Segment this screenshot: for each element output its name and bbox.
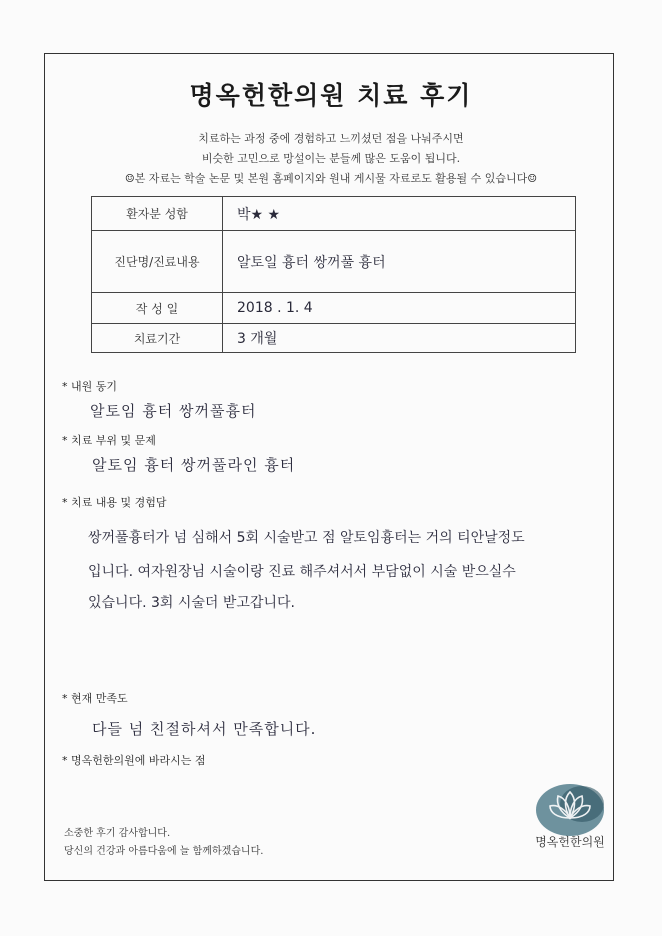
satisfaction-heading: * 현재 만족도 xyxy=(62,692,128,705)
experience-line-1: 쌍꺼풀흉터가 넘 심해서 5회 시술받고 점 알토임흉터는 거의 티안날정도 xyxy=(88,530,525,546)
clinic-logo-text: 명옥헌한의원 xyxy=(535,835,605,849)
table-row xyxy=(92,293,576,324)
patient-name-value: 박★ ★ xyxy=(223,197,576,231)
treatment-period-label: 치료기간 xyxy=(92,324,223,353)
satisfaction-answer: 다들 넘 친절하셔서 만족합니다. xyxy=(92,720,317,738)
wish-heading: * 명옥헌한의원에 바라시는 점 xyxy=(62,754,206,767)
patient-name-label: 환자분 성함 xyxy=(92,197,223,231)
footer-line-2: 당신의 건강과 아름다움에 늘 함께하겠습니다. xyxy=(64,846,264,857)
motive-answer: 알토임 흉터 쌍꺼풀흉터 xyxy=(90,402,257,420)
diagnosis-label: 진단명/진료내용 xyxy=(92,231,223,293)
page-title: 명옥헌한의원 치료 후기 xyxy=(189,81,473,110)
experience-line-3: 있습니다. 3회 시술더 받고갑니다. xyxy=(88,595,295,611)
experience-heading: * 치료 내용 및 경험담 xyxy=(62,496,167,509)
diagnosis-value: 알토일 흉터 쌍꺼풀 흉터 xyxy=(223,231,576,293)
experience-line-2: 입니다. 여자원장님 시술이랑 진료 해주셔서서 부담없이 시술 받으실수 xyxy=(88,564,516,580)
intro-line-3: ☺본 자료는 학술 논문 및 본원 홈페이지와 원내 게시물 자료로도 활용될 수 있습니다☺ xyxy=(124,172,538,185)
motive-heading: * 내원 동기 xyxy=(62,380,117,393)
treatment-period-value: 3 개월 xyxy=(223,324,576,353)
intro-line-1: 치료하는 과정 중에 경험하고 느끼셨던 점을 나눠주시면 xyxy=(198,132,464,145)
table-row xyxy=(92,197,576,231)
intro-line-2: 비슷한 고민으로 망설이는 분들께 많은 도움이 됩니다. xyxy=(201,152,461,165)
date-value: 2018 . 1. 4 xyxy=(223,293,576,324)
table-row xyxy=(92,324,576,353)
patient-info-table xyxy=(91,196,576,353)
date-label: 작 성 일 xyxy=(92,293,223,324)
table-row xyxy=(92,231,576,293)
area-answer: 알토임 흉터 쌍꺼풀라인 흉터 xyxy=(92,456,296,474)
footer-line-1: 소중한 후기 감사합니다. xyxy=(64,828,171,839)
area-heading: * 치료 부위 및 문제 xyxy=(62,434,156,447)
